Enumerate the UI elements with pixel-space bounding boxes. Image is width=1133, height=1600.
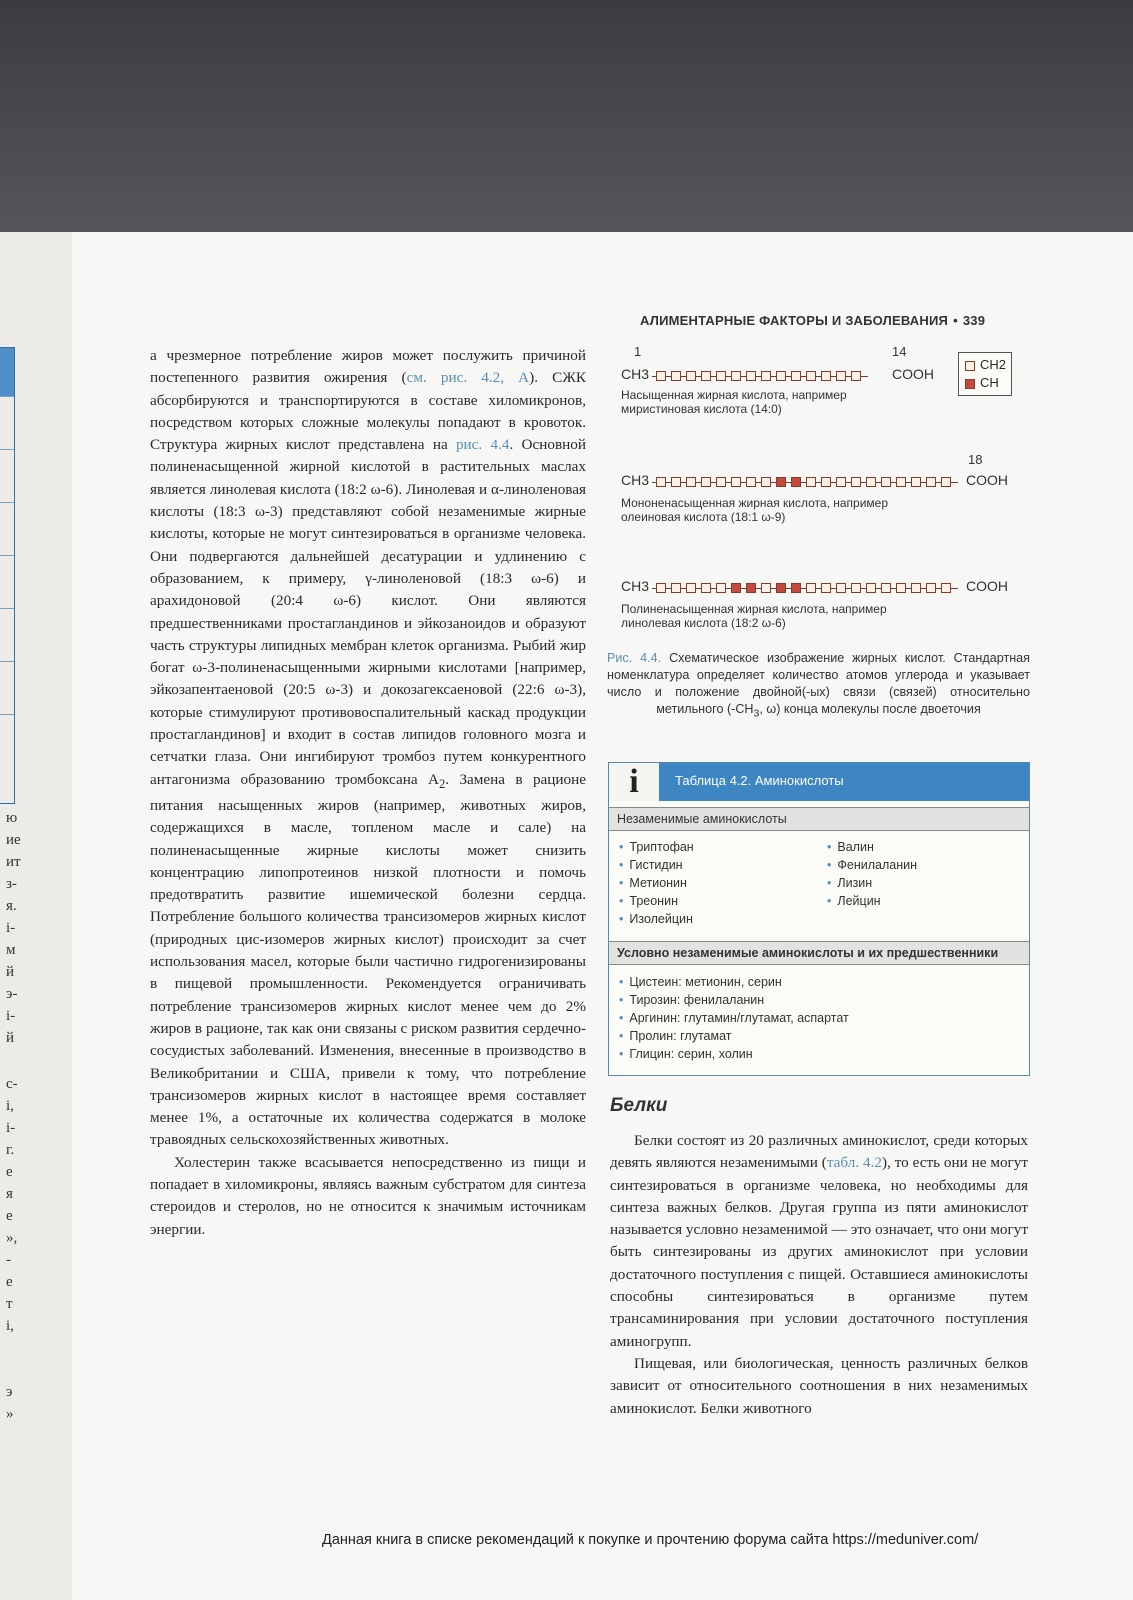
- ch2-unit: [746, 477, 756, 487]
- ch2-unit: [671, 477, 681, 487]
- caption-text: , ω) конца молекулы после двоеточия: [759, 702, 981, 716]
- previous-page-edge: [0, 232, 72, 1600]
- chain-caption: миристиновая кислота (14:0): [621, 402, 782, 416]
- ch2-unit: [791, 371, 801, 381]
- figure-reference-link[interactable]: см. рис. 4.2, А: [406, 369, 530, 387]
- previous-page-text-fragment: ие: [6, 832, 21, 848]
- ch2-unit: [746, 371, 756, 381]
- ch2-unit: [686, 371, 696, 381]
- methyl-group-label: CH3: [621, 472, 650, 488]
- ch2-unit: [671, 583, 681, 593]
- table-section-header: [609, 807, 1029, 831]
- text-run: ). СЖК абсорбируются и транспортируются в составе хиломикронов, посредством которых сложные молекулы попадают в кровоток. Структура жирных кислот представлена на: [150, 369, 586, 454]
- fatty-acid-chain-saturated: [652, 371, 868, 381]
- ch2-unit: [716, 583, 726, 593]
- text-run: . Основной полиненасыщенной жирной кислотой в растительных маслах является линолевая кислота (18:2 ω-6). Линолевая и α-линоленовая кислоты (18:3 ω-3) представляют собой незаменимые жирные кислоты, которые не могут синтезироваться в организме человека. Они подвергаются дальнейшей десатурации и удлинению с образованием, к примеру, γ-линоленовой (18:3 ω-6) и арахидоновой (20:4 ω-6) кислот. Они являются предшественниками простагландинов и эйкозаноидов и образуют часть структуры липидных мембран клеток организма. Рыбий жир богат ω-3-полиненасыщенными жирными кислотами [например, эйкозапентаеновой (20:5 ω-3) и докозагексаеновой (22:6 ω-3), которые стимулируют противовоспалительный каскад продукции простагландинов] и входит в состав липидов головного мозга и сетчатки глаза. Они ингибируют тромбоз путем конкурентного антагонизма образованию тромбоксана А: [150, 436, 586, 788]
- essential-list-col1: [619, 838, 694, 928]
- list-item: • Глицин: серин, холин: [619, 1045, 849, 1063]
- list-item: • Лейцин: [827, 892, 917, 910]
- previous-page-text-fragment: ю: [6, 810, 18, 826]
- previous-page-text-fragment: »,: [6, 1230, 18, 1246]
- previous-page-text-fragment: я: [6, 1186, 13, 1202]
- list-item: • Триптофан: [619, 838, 694, 856]
- list-item: • Изолейцин: [619, 910, 694, 928]
- list-item: • Валин: [827, 838, 917, 856]
- ch2-unit: [851, 371, 861, 381]
- ch2-unit: [866, 583, 876, 593]
- carboxyl-group-label: COOH: [892, 366, 934, 382]
- ch2-unit: [851, 477, 861, 487]
- ch2-swatch: [965, 361, 975, 371]
- table-reference-link[interactable]: табл. 4.2: [826, 1154, 882, 1172]
- ch2-unit: [731, 477, 741, 487]
- chain-caption: олеиновая кислота (18:1 ω-9): [621, 510, 786, 524]
- previous-page-text-fragment: і,: [6, 1318, 14, 1334]
- previous-page-text-fragment: »: [6, 1406, 14, 1422]
- ch2-unit: [836, 371, 846, 381]
- previous-page-text-fragment: с-: [6, 1076, 18, 1092]
- ch2-unit: [821, 371, 831, 381]
- methyl-group-label: CH3: [621, 578, 650, 594]
- previous-page-text-fragment: -: [6, 1252, 11, 1268]
- essential-list-col2: [827, 838, 917, 910]
- caption-text: Схематическое изображение жирных кислот. Стандартная номенклатура определяет количество атомов углерода и указывает число и положение двойной(-ых) связи (связей) относительно метильного (-CH: [607, 651, 1030, 716]
- ch-unit: [746, 583, 756, 593]
- previous-page-text-fragment: і-: [6, 1008, 16, 1024]
- paragraph: Пищевая, или биологическая, ценность различных белков зависит от относительного соотношения в них незаменимых аминокислот. Белки животного: [610, 1354, 1028, 1417]
- ch2-unit: [896, 583, 906, 593]
- carbon-number-end: 14: [892, 344, 907, 359]
- chain-caption: линолевая кислота (18:2 ω-6): [621, 616, 786, 630]
- previous-page-text-fragment: е: [6, 1164, 13, 1180]
- ch2-unit: [911, 583, 921, 593]
- text-run: а чрезмерное потребление жиров может послужить причиной постепенного развития ожирения (: [150, 347, 586, 387]
- ch2-unit: [731, 371, 741, 381]
- previous-page-text-fragment: й: [6, 1030, 15, 1046]
- previous-page-text-fragment: э-: [6, 986, 18, 1002]
- carboxyl-group-label: COOH: [966, 472, 1008, 488]
- ch2-unit: [761, 477, 771, 487]
- ch2-unit: [941, 477, 951, 487]
- chain-caption: Полиненасыщенная жирная кислота, например: [621, 602, 887, 616]
- ch2-unit: [821, 477, 831, 487]
- list-item: • Метионин: [619, 874, 694, 892]
- figure-caption: [607, 650, 1030, 723]
- previous-page-text-fragment: э: [6, 1384, 13, 1400]
- previous-page-text-fragment: з-: [6, 876, 17, 892]
- ch2-unit: [806, 371, 816, 381]
- text-run: Белки состоят из 20 различных аминокислот, среди которых девять являются незаменимыми (: [610, 1132, 1028, 1172]
- ch2-unit: [686, 477, 696, 487]
- ch2-unit: [941, 583, 951, 593]
- previous-page-text-fragment: ит: [6, 854, 21, 870]
- ch2-unit: [851, 583, 861, 593]
- list-item: • Гистидин: [619, 856, 694, 874]
- ch2-unit: [671, 371, 681, 381]
- ch2-unit: [761, 371, 771, 381]
- figure-label: Рис. 4.4.: [607, 651, 662, 665]
- legend-ch2: CH2: [980, 357, 1007, 372]
- section-heading: Белки: [610, 1095, 668, 1116]
- ch2-unit: [866, 477, 876, 487]
- running-head: [640, 313, 985, 328]
- ch2-unit: [881, 583, 891, 593]
- ch2-unit: [836, 583, 846, 593]
- ch2-unit: [776, 371, 786, 381]
- methyl-group-label: CH3: [621, 366, 650, 382]
- list-item: • Треонин: [619, 892, 694, 910]
- ch2-unit: [701, 477, 711, 487]
- list-item: • Фенилаланин: [827, 856, 917, 874]
- ch-unit: [791, 583, 801, 593]
- list-item: • Аргинин: глутамин/глутамат, аспартат: [619, 1009, 849, 1027]
- ch2-unit: [656, 583, 666, 593]
- paragraph: [610, 1130, 1028, 1353]
- section-label: Незаменимые аминокислоты: [617, 812, 787, 826]
- previous-page-text-fragment: я.: [6, 898, 17, 914]
- previous-page-text-fragment: т: [6, 1296, 13, 1312]
- ch2-unit: [926, 583, 936, 593]
- info-icon: i: [609, 763, 659, 801]
- list-item: • Тирозин: фенилаланин: [619, 991, 849, 1009]
- figure-legend: [958, 352, 1012, 396]
- paragraph: Холестерин также всасывается непосредственно из пищи и попадает в хиломикроны, являясь важным субстратом для синтеза стероидов и стеролов, но не относится к значимым источникам энергии.: [150, 1153, 586, 1238]
- previous-page-text-fragment: е: [6, 1274, 13, 1290]
- ch2-unit: [821, 583, 831, 593]
- ch2-unit: [656, 477, 666, 487]
- ch2-unit: [686, 583, 696, 593]
- carbon-number-start: 1: [634, 344, 642, 359]
- scanner-shadow-band: [0, 0, 1133, 232]
- fatty-acid-chain-polyunsaturated: [652, 583, 958, 593]
- ch2-unit: [761, 583, 771, 593]
- subscript: 3: [753, 707, 760, 720]
- section-label: Условно незаменимые аминокислоты и их предшественники: [617, 946, 999, 960]
- ch2-unit: [881, 477, 891, 487]
- list-item: • Цистеин: метионин, серин: [619, 973, 849, 991]
- previous-page-text-fragment: е: [6, 1208, 13, 1224]
- previous-page-text-fragment: м: [6, 942, 16, 958]
- table-section-header: [609, 941, 1029, 965]
- ch-unit: [776, 583, 786, 593]
- previous-page-text-fragment: і-: [6, 920, 16, 936]
- ch-unit: [791, 477, 801, 487]
- carbon-number-end: 18: [968, 452, 983, 467]
- table-title: Таблица 4.2. Аминокислоты: [675, 773, 844, 788]
- list-item: • Пролин: глутамат: [619, 1027, 849, 1045]
- fatty-acid-chain-monounsaturated: [652, 477, 958, 487]
- conditional-list: [619, 973, 849, 1063]
- ch-swatch: [965, 379, 975, 389]
- left-text-column: [150, 345, 586, 1241]
- ch2-unit: [806, 477, 816, 487]
- table-4-2: [608, 762, 1030, 1076]
- ch-unit: [731, 583, 741, 593]
- running-head-separator: •: [953, 313, 958, 328]
- legend-ch: CH: [980, 375, 999, 390]
- ch2-unit: [716, 477, 726, 487]
- right-text-column: [610, 1130, 1028, 1420]
- ch2-unit: [656, 371, 666, 381]
- carboxyl-group-label: COOH: [966, 578, 1008, 594]
- list-item: • Лизин: [827, 874, 917, 892]
- ch-unit: [776, 477, 786, 487]
- previous-page-text-fragment: і-: [6, 1120, 16, 1136]
- previous-page-text-fragment: г.: [6, 1142, 15, 1158]
- ch2-unit: [701, 371, 711, 381]
- previous-page-text-fragment: й: [6, 964, 15, 980]
- chain-caption: Мононенасыщенная жирная кислота, например: [621, 496, 889, 510]
- text-run: ), то есть они не могут синтезироваться в организме человека, но необходимы для синтеза важных белков. Другая группа из пяти аминокислот называется условно незаменимой — это означает, что они могут быть синтезированы из других аминокислот при условии достаточного поступления с пищей. Оставшиеся аминокислоты способны синтезироваться в организме путем трансаминирования при условии достаточного поступления аминогрупп.: [610, 1154, 1028, 1350]
- subscript: 2: [438, 776, 446, 791]
- page-number: 339: [962, 313, 986, 328]
- table-header: [609, 763, 1029, 801]
- text-run: . Замена в рационе питания насыщенных жиров (например, животных жиров, содержащихся в масле, топленом масле и сале) на полиненасыщенные жирные кислоты может снизить концентрацию липопротеинов низкой плотности и помочь предотвратить развитие ишемической болезни сердца. Потребление большого количества трансизомеров жирных кислот (природных цис-изомеров жирных кислот) происходит за счет использования масел, которые были частично гидрогенизированы в пищевой промышленности. Рекомендуется ограничивать потребление трансизомеров жирных кислот менее чем до 2% жиров в рационе, так как они связаны с риском развития сердечно-сосудистых заболеваний. Изменения, внесенные в производство в Великобритании и США, привели к тому, что потребление трансизомеров жирных кислот в настоящее время составляет менее 1%, а остаточные их количества содержатся в молоке травоядных сельскохозяйственных животных.: [150, 770, 586, 1149]
- ch2-unit: [701, 583, 711, 593]
- ch2-unit: [926, 477, 936, 487]
- running-head-title: АЛИМЕНТАРНЫЕ ФАКТОРЫ И ЗАБОЛЕВАНИЯ: [640, 313, 949, 328]
- footer-note: Данная книга в списке рекомендаций к покупке и прочтению форума сайта https://meduniver.com/: [322, 1532, 979, 1548]
- ch2-unit: [716, 371, 726, 381]
- previous-page-table-edge: [0, 347, 15, 804]
- ch2-unit: [836, 477, 846, 487]
- previous-page-text-fragment: і,: [6, 1098, 14, 1114]
- paragraph: [150, 345, 586, 1152]
- chain-caption: Насыщенная жирная кислота, например: [621, 388, 847, 402]
- ch2-unit: [806, 583, 816, 593]
- ch2-unit: [911, 477, 921, 487]
- ch2-unit: [896, 477, 906, 487]
- figure-reference-link[interactable]: рис. 4.4: [455, 436, 510, 454]
